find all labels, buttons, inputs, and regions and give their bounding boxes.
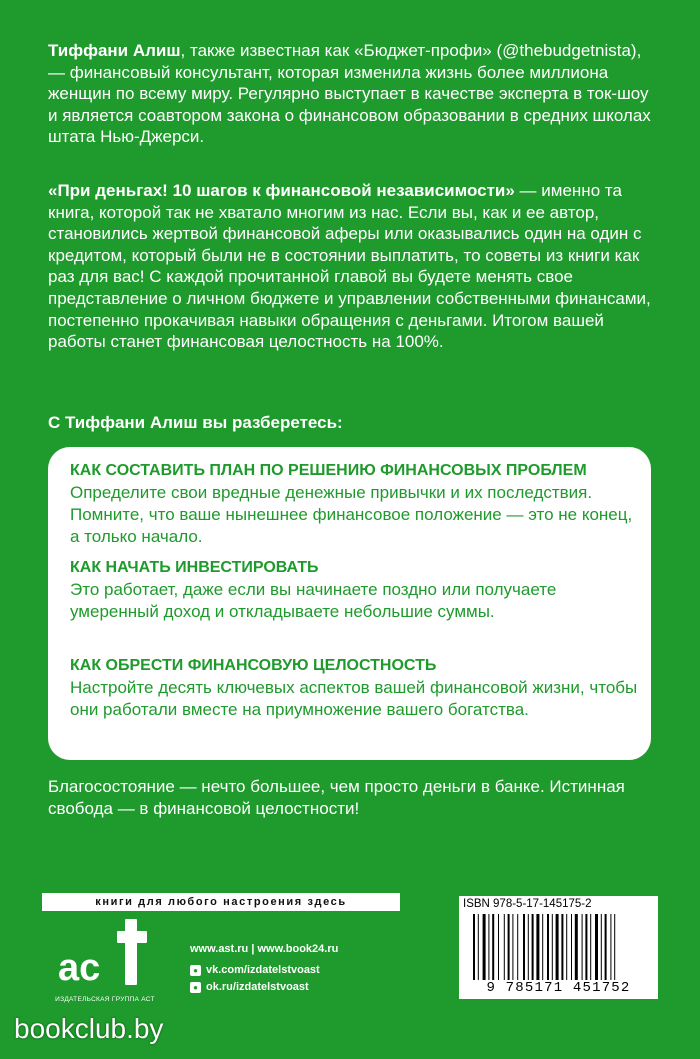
barcode-bar — [483, 914, 486, 980]
highlight-text: Определите свои вредные денежные привычки и их последствия. Помните, что ваше нынешнее финансовое положение — это не конец, а только начало. — [70, 483, 633, 546]
barcode-bars — [473, 914, 645, 980]
barcode-bar — [605, 914, 607, 980]
author-name: Тиффани Алиш — [48, 41, 181, 60]
barcode-bar — [552, 914, 553, 980]
barcode-bar — [498, 914, 499, 980]
publisher-name: ИЗДАТЕЛЬСКАЯ ГРУППА АСТ — [55, 996, 155, 1003]
author-intro — [48, 40, 658, 148]
barcode-bar — [585, 914, 587, 980]
ok-icon: ● — [190, 982, 201, 993]
barcode-bar — [532, 914, 534, 980]
barcode-number: 9 785171 451752 — [486, 980, 631, 996]
isbn-barcode — [459, 896, 658, 999]
barcode-bar — [504, 914, 505, 980]
barcode-bar — [601, 914, 602, 980]
lead-line: С Тиффани Алиш вы разберетесь: — [48, 413, 343, 432]
barcode-bar — [595, 914, 598, 980]
ast-logo — [40, 918, 170, 1010]
ok-prefix: ok.ru/ — [206, 981, 236, 993]
highlight-item — [70, 460, 640, 548]
barcode-bar — [488, 914, 489, 980]
barcode-bar — [610, 914, 611, 980]
slogan-strip: книги для любого настроения здесь — [42, 893, 400, 911]
website-links[interactable]: www.ast.ru | www.book24.ru — [190, 943, 339, 955]
barcode-bar — [512, 914, 513, 980]
highlight-heading: КАК ОБРЕСТИ ФИНАНСОВУЮ ЦЕЛОСТНОСТЬ — [70, 657, 437, 674]
vk-handle: izdatelstvoast — [246, 964, 320, 976]
highlight-text: Это работает, даже если вы начинаете поздно или получаете умеренный доход и откладываете небольшие суммы. — [70, 580, 557, 621]
barcode-bar — [528, 914, 529, 980]
highlight-item — [70, 655, 640, 721]
highlight-text: Настройте десять ключевых аспектов вашей финансовой жизни, чтобы они работали вместе на приумножение вашего богатства. — [70, 678, 638, 719]
author-intro-text: , также известная как «Бюджет-профи» (@thebudgetnista), — финансовый консультант, которая изменила жизнь более миллиона женщин по всему миру. Регулярно выступает в качестве эксперта в ток-шоу и является соавтором закона о финансовом образовании в средних школах штата Нью-Джерси. — [48, 41, 651, 147]
barcode-bar — [536, 914, 539, 980]
ok-handle: izdatelstvoast — [235, 981, 309, 993]
vk-link[interactable] — [190, 964, 320, 976]
barcode-bar — [614, 914, 615, 980]
vk-icon: ● — [190, 965, 201, 976]
book-description-text: — именно та книга, которой так не хватало многим из нас. Если вы, как и ее автор, становились жертвой финансовой аферы или оказывались один на один с кредитом, который были не в состоянии выплатить, то советы из книги как раз для вас! С каждой прочитанной главой вы будете менять свое представление о личном бюджете и управлении собственными финансами, постепенно прокачивая навыки обращения с деньгами. Итогом вашей работы станет финансовая целостность на 100%. — [48, 181, 651, 352]
barcode-bar — [473, 914, 475, 980]
barcode-bar — [590, 914, 591, 980]
barcode-bar — [478, 914, 479, 980]
barcode-bar — [566, 914, 567, 980]
barcode-bar — [571, 914, 572, 980]
watermark: bookclub.by — [14, 1013, 164, 1044]
barcode-bar — [517, 914, 518, 980]
logo-letters: ас — [58, 947, 101, 989]
highlight-heading: КАК НАЧАТЬ ИНВЕСТИРОВАТЬ — [70, 559, 319, 576]
highlight-heading: КАК СОСТАВИТЬ ПЛАН ПО РЕШЕНИЮ ФИНАНСОВЫХ ПРОБЛЕМ — [70, 462, 587, 479]
ast-logo-icon — [40, 918, 170, 998]
barcode-bar — [523, 914, 525, 980]
highlight-item — [70, 557, 640, 623]
barcode-bar — [556, 914, 559, 980]
barcode-bar — [575, 914, 578, 980]
vk-prefix: vk.com/ — [206, 964, 247, 976]
ok-link[interactable] — [190, 981, 309, 993]
barcode-bar — [547, 914, 549, 980]
barcode-bar — [561, 914, 563, 980]
isbn-number: ISBN 978-5-17-145175-2 — [463, 898, 592, 910]
highlights-box — [48, 447, 651, 760]
barcode-bar — [542, 914, 543, 980]
book-description — [48, 180, 658, 353]
closing-statement: Благосостояние — нечто большее, чем просто деньги в банке. Истинная свобода — в финансовой целостности! — [48, 777, 625, 818]
barcode-bar — [582, 914, 583, 980]
barcode-bar — [492, 914, 494, 980]
book-title: «При деньгах! 10 шагов к финансовой независимости» — [48, 181, 515, 200]
barcode-bar — [508, 914, 510, 980]
